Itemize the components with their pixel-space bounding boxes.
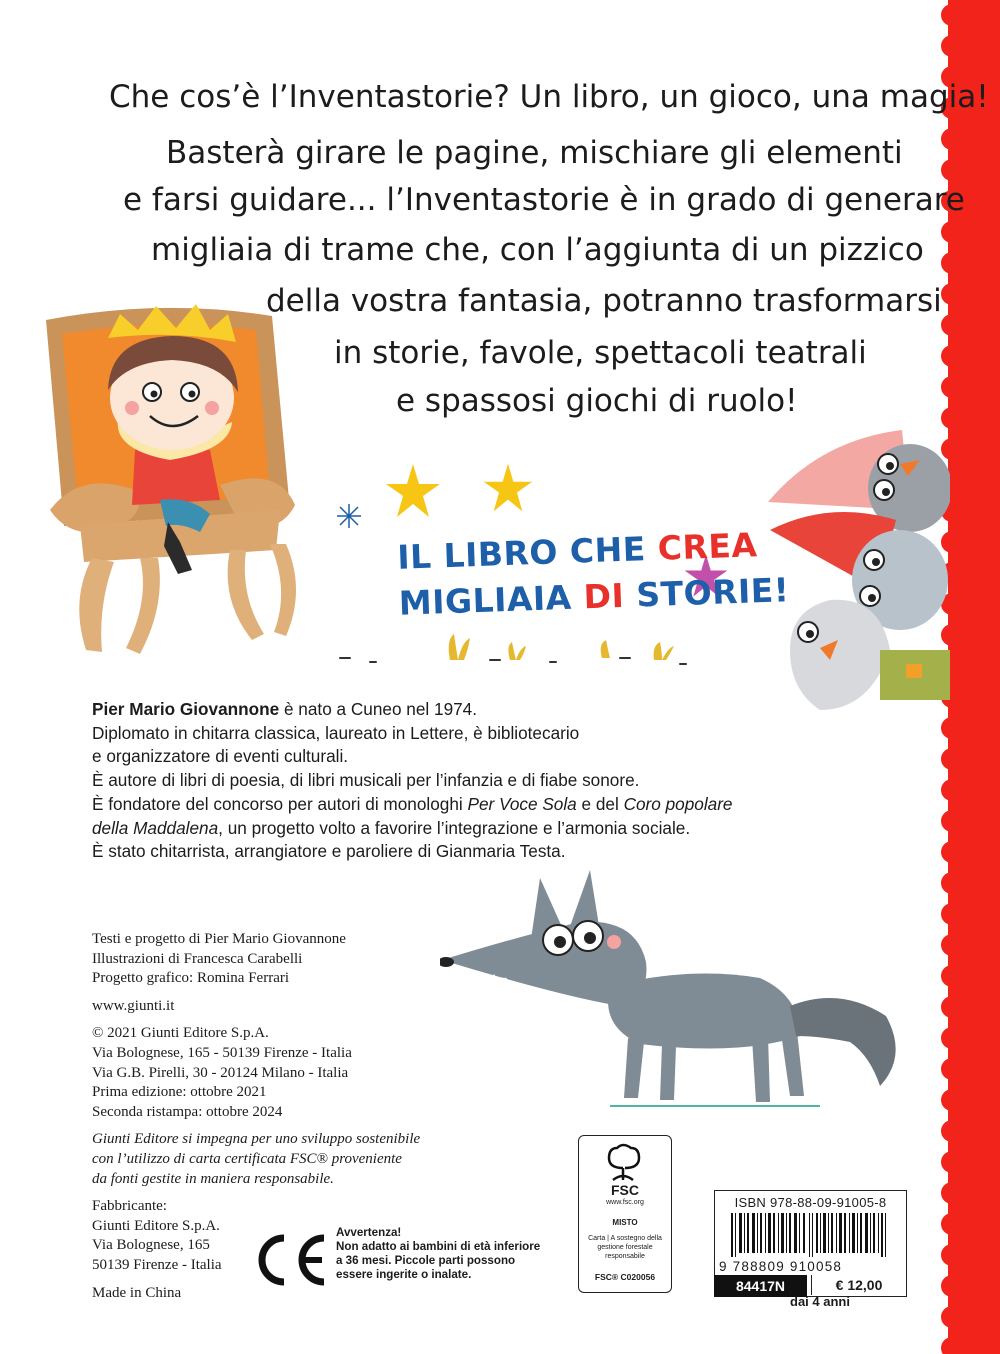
barcode-icon	[721, 1213, 901, 1257]
manufacturer-city: 50139 Firenze - Italia	[92, 1256, 222, 1273]
blurb-line-5: della vostra fantasia, potranno trasformarsi	[266, 283, 942, 319]
fsc-tree-icon	[603, 1142, 647, 1182]
bio-text: e organizzatore di eventi culturali.	[92, 746, 349, 767]
sustainability-note: da fonti gestite in maniera responsabile.	[92, 1170, 334, 1187]
safety-warning	[336, 1226, 546, 1282]
author-name: Pier Mario Giovannone	[92, 699, 280, 719]
credit-texts: Testi e progetto di Pier Mario Giovannone	[92, 931, 346, 947]
manufacturer-name: Giunti Editore S.p.A.	[92, 1217, 220, 1234]
blurb-line-4: migliaia di trame che, con l’aggiunta di un pizzico	[151, 232, 924, 268]
gnomes-illustration	[760, 420, 950, 730]
reprint: Seconda ristampa: ottobre 2024	[92, 1103, 283, 1120]
bio-text: e del	[576, 793, 624, 814]
bio-text: , un progetto volto a favorire l’integrazione e l’armonia sociale.	[218, 817, 691, 838]
warning-text: a 36 mesi. Piccole parti possono	[336, 1254, 516, 1267]
manufacturer-label: Fabbricante:	[92, 1198, 167, 1215]
fsc-url: www.fsc.org	[606, 1199, 644, 1206]
prince-on-throne-illustration	[40, 300, 310, 670]
slogan-text-highlight: DI	[582, 575, 637, 617]
fsc-label-box	[578, 1135, 672, 1293]
bio-text: È fondatore del concorso per autori di monologhi	[92, 793, 468, 814]
copyright: © 2021 Giunti Editore S.p.A.	[92, 1025, 269, 1042]
slogan-text: STORIE!	[635, 570, 791, 615]
sparkle-icon	[337, 504, 361, 528]
slogan	[397, 521, 791, 627]
ce-mark-icon	[252, 1232, 332, 1288]
bio-italic: della Maddalena	[92, 817, 219, 838]
bio-italic: Per Voce Sola	[467, 793, 577, 814]
fsc-code: FSC® C020056	[594, 1272, 656, 1282]
publisher-address: Via Bolognese, 165 - 50139 Firenze - Italia	[92, 1044, 352, 1061]
slogan-text: IL LIBRO CHE	[396, 528, 659, 577]
barcode-box	[714, 1190, 907, 1297]
star-icon	[482, 462, 534, 514]
fsc-text: FSC	[611, 1182, 639, 1198]
age-range: dai 4 anni	[790, 1294, 850, 1309]
credit-design: Progetto grafico: Romina Ferrari	[92, 970, 290, 987]
warning-text: essere ingerite o inalate.	[336, 1268, 472, 1281]
warning-text: Non adatto ai bambini di età inferiore	[336, 1240, 541, 1253]
sustainability-note: con l’utilizzo di carta certificata FSC® proveniente	[92, 1150, 402, 1167]
publisher-website: www.giunti.it	[92, 997, 175, 1014]
bio-text: è nato a Cuneo nel 1974.	[279, 699, 478, 719]
blurb-line-6: in storie, favole, spettacoli teatrali	[334, 335, 867, 371]
bio-italic: Coro popolare	[623, 793, 733, 814]
star-icon	[384, 462, 442, 520]
bio-text: È stato chitarrista, arrangiatore e paroliere di Gianmaria Testa.	[92, 841, 566, 862]
wolf-illustration	[440, 866, 910, 1116]
fsc-type: MISTO	[612, 1218, 638, 1227]
blurb-line-7: e spassosi giochi di ruolo!	[396, 383, 798, 419]
slogan-text: MIGLIAIA	[398, 577, 585, 623]
price: € 12,00	[811, 1275, 906, 1295]
manufacturer-street: Via Bolognese, 165	[92, 1237, 210, 1254]
first-edition: Prima edizione: ottobre 2021	[92, 1084, 267, 1101]
sustainability-note: Giunti Editore si impegna per uno sviluppo sostenibile	[92, 1131, 421, 1148]
fsc-description: Carta | A sostegno della gestione forestale responsabile	[588, 1235, 662, 1260]
author-bio	[92, 698, 872, 864]
publisher-address: Via G.B. Pirelli, 30 - 20124 Milano - Italia	[92, 1064, 349, 1081]
bio-text: È autore di libri di poesia, di libri musicali per l’infanzia e di fiabe sonore.	[92, 770, 640, 791]
ean-digits: 9 788809 910058	[719, 1259, 843, 1274]
ground-decoration	[300, 620, 740, 670]
warning-title: Avvertenza!	[336, 1226, 402, 1239]
grass-tuft-icon	[449, 634, 674, 660]
credit-illustrations: Illustrazioni di Francesca Carabelli	[92, 950, 303, 967]
blurb-line-1: Che cos’è l’Inventastorie? Un libro, un gioco, una magia!	[109, 79, 989, 115]
blurb-line-3: e farsi guidare... l’Inventastorie è in grado di generare	[123, 182, 965, 218]
made-in: Made in China	[92, 1284, 182, 1301]
product-code: 84417N	[714, 1275, 807, 1297]
blurb-line-2: Basterà girare le pagine, mischiare gli elementi	[166, 135, 903, 171]
isbn: ISBN 978-88-09-91005-8	[734, 1195, 887, 1210]
slogan-text-highlight: CREA	[657, 525, 759, 568]
bio-text: Diplomato in chitarra classica, laureato in Lettere, è bibliotecario	[92, 722, 580, 743]
